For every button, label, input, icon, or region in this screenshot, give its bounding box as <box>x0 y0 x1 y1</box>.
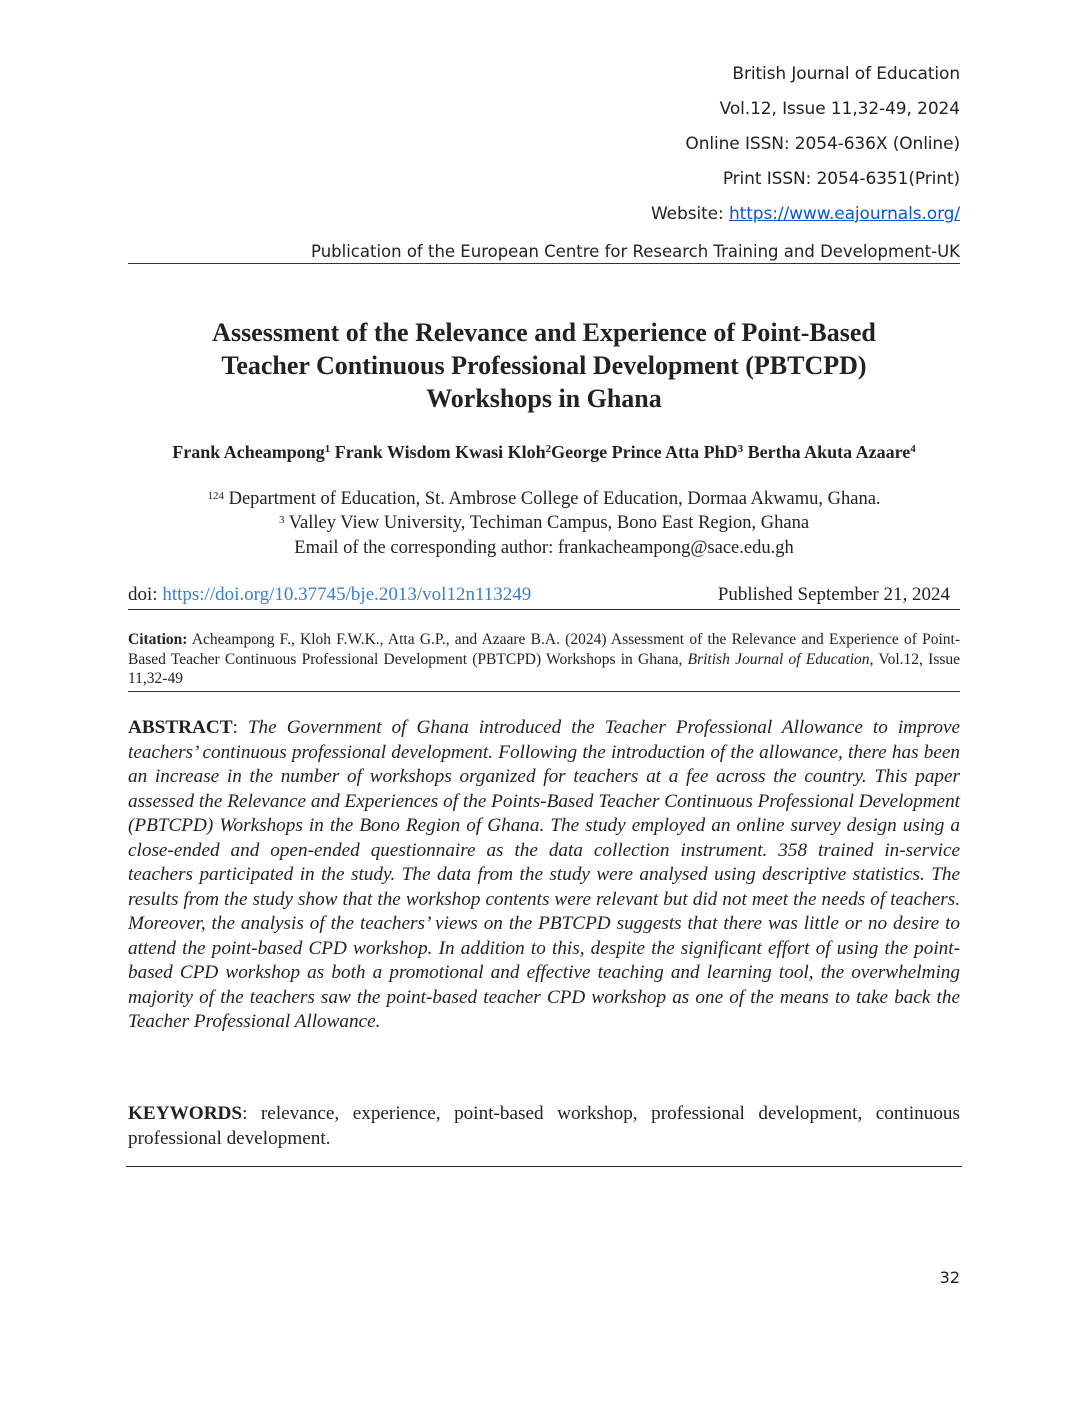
abstract-sep: : <box>232 717 248 738</box>
published-date: Published September 21, 2024 <box>717 584 950 605</box>
page-number: 32 <box>939 1268 960 1287</box>
author-sup: 3 <box>737 443 744 455</box>
title-line-1: Assessment of the Relevance and Experience of Point-Based <box>212 318 876 347</box>
title-line-2: Teacher Continuous Professional Development (PBTCPD) <box>221 351 867 380</box>
author-name: Frank Wisdom Kwasi Kloh <box>334 442 546 462</box>
author-sup: 4 <box>910 443 916 455</box>
website-label: Website: <box>650 204 729 224</box>
author-name: George Prince Atta PhD <box>551 442 738 462</box>
citation-journal: British Journal of Education <box>687 650 870 668</box>
affiliation-sup: 3 <box>278 514 285 526</box>
keywords-label: KEYWORDS <box>128 1103 243 1124</box>
abstract <box>128 716 960 1035</box>
paper-title <box>140 316 948 415</box>
publisher-line: Publication of the European Centre for Research Training and Development-UK <box>128 242 960 264</box>
citation-label: Citation: <box>128 631 188 648</box>
website-link[interactable]: https://www.eajournals.org/ <box>728 204 960 224</box>
affiliation-text: Department of Education, St. Ambrose College of Education, Dormaa Akwamu, Ghana. <box>228 489 881 509</box>
citation-text: Acheampong F., Kloh F.W.K., Atta G.P., and Azaare B.A. (2024) Assessment of the Relevance and Experience of Point-Based Teacher Continuous Professional Development (PBTCPD) Workshops in Ghana, <box>128 631 960 668</box>
abstract-text: The Government of Ghana introduced the Teacher Professional Allowance to improve teachers’ continuous professional development. Following the introduction of the allowance, there has been an increase in the number of workshops organized for teachers at a fee across the country. This paper assessed the Relevance and Experiences of the Points-Based Teacher Continuous Professional Development (PBTCPD) Workshops in the Bono Region of Ghana. The study employed an online survey design using a close-ended and open-ended questionnaire as the data collection instrument. 358 trained in-service teachers participated in the study. The data from the study were analysed using descriptive statistics. The results from the study show that the workshop contents were relevant but did not meet the needs of teachers. Moreover, the analysis of the teachers’ views on the PBTCPD suggests that there was little or no desire to attend the point-based CPD workshop. In addition to this, despite the significant effort of using the point-based CPD workshop as both a promotional and effective teaching and learning tool, the overwhelming majority of the teachers saw the point-based teacher CPD workshop as one of the means to take back the Teacher Professional Allowance. <box>128 717 960 1032</box>
print-issn: Print ISSN: 2054-6351(Print) <box>722 169 960 189</box>
journal-name: British Journal of Education <box>732 64 960 84</box>
citation <box>128 630 960 692</box>
author-name: Frank Acheampong <box>172 442 325 462</box>
section-divider <box>126 1166 962 1167</box>
affiliation-sup: 124 <box>207 490 224 502</box>
affiliation-text: Valley View University, Techiman Campus, Bono East Region, Ghana <box>288 513 810 533</box>
keywords-sep: : <box>242 1103 261 1124</box>
author-list <box>140 440 948 464</box>
online-issn: Online ISSN: 2054-636X (Online) <box>685 134 960 154</box>
author-sup: 2 <box>545 443 552 455</box>
keywords-text: relevance, experience, point-based workshop, professional development, continuous professional development. <box>128 1103 960 1149</box>
affiliation-1 <box>128 487 960 511</box>
author-name: Bertha Akuta Azaare <box>747 442 911 462</box>
title-line-3: Workshops in Ghana <box>426 384 662 413</box>
corresponding-email: Email of the corresponding author: frankacheampong@sace.edu.gh <box>294 538 794 558</box>
abstract-label: ABSTRACT <box>128 717 233 738</box>
volume-issue: Vol.12, Issue 11,32-49, 2024 <box>719 99 960 119</box>
doi-row <box>128 584 960 610</box>
affiliation-2 <box>128 511 960 535</box>
website-line <box>651 204 960 224</box>
doi-link[interactable]: https://doi.org/10.37745/bje.2013/vol12n113249 <box>162 584 532 605</box>
citation-tail: , Vol.12, Issue 11,32-49 <box>128 650 961 687</box>
keywords <box>128 1101 960 1151</box>
doi-label: doi: <box>128 584 163 605</box>
doi <box>128 584 531 606</box>
author-sup: 1 <box>324 443 331 455</box>
